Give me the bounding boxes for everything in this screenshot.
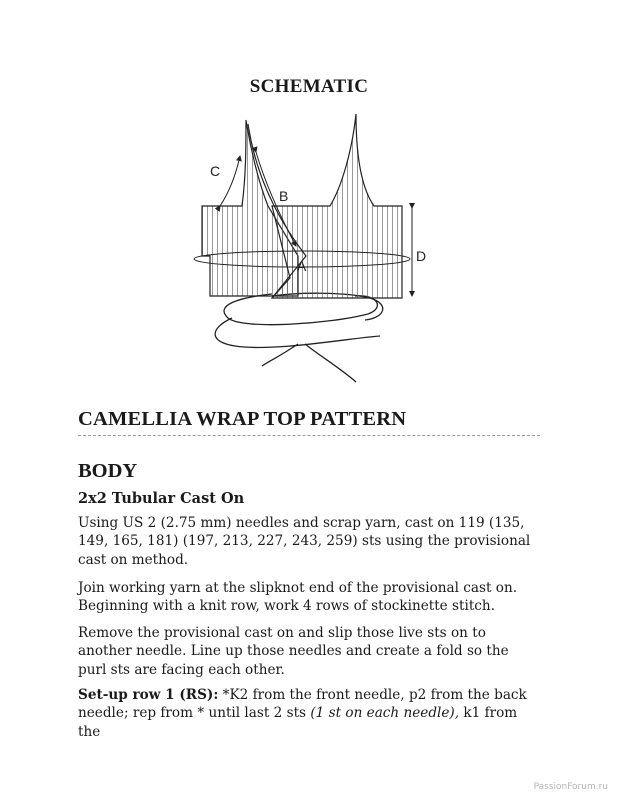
label-d: D [416, 248, 427, 264]
watermark-text: PassionForum.ru [533, 782, 608, 792]
title-divider [78, 435, 540, 436]
setup-row-label: Set-up row 1 (RS): [78, 687, 219, 703]
pattern-title: CAMELLIA WRAP TOP PATTERN [78, 408, 407, 430]
right-panel [272, 114, 402, 298]
setup-row-text-2: k1 from the [78, 705, 518, 740]
subsection-title: 2x2 Tubular Cast On [78, 490, 245, 507]
setup-row-text-1: *K2 from the front needle, p2 from the back needle; rep from * until last 2 sts [78, 687, 527, 722]
label-a: A [297, 258, 307, 274]
wrap-ties [215, 293, 383, 382]
section-title: BODY [78, 460, 138, 482]
paragraph-cast-on: Using US 2 (2.75 mm) needles and scrap yarn, cast on 119 (135, 149, 165, 181) (197, 213, 227, 243, 259) sts using the provisional cast on method. [78, 515, 531, 568]
paragraph-setup-row [78, 686, 540, 741]
setup-row-italic: (1 st on each needle), [310, 705, 460, 722]
paragraph-remove-cast-on: Remove the provisional cast on and slip those live sts on to another needle. Line up those needles and create a fold so the purl sts are facing each other. [78, 625, 509, 678]
schematic-title: SCHEMATIC [249, 76, 369, 97]
schematic-diagram [180, 106, 440, 386]
measurement-c-arrow [220, 156, 240, 206]
label-c: C [210, 163, 221, 179]
label-b: B [279, 188, 289, 204]
paragraph-join-yarn: Join working yarn at the slipknot end of the provisional cast on. Beginning with a knit row, work 4 rows of stockinette stitch. [78, 580, 518, 615]
